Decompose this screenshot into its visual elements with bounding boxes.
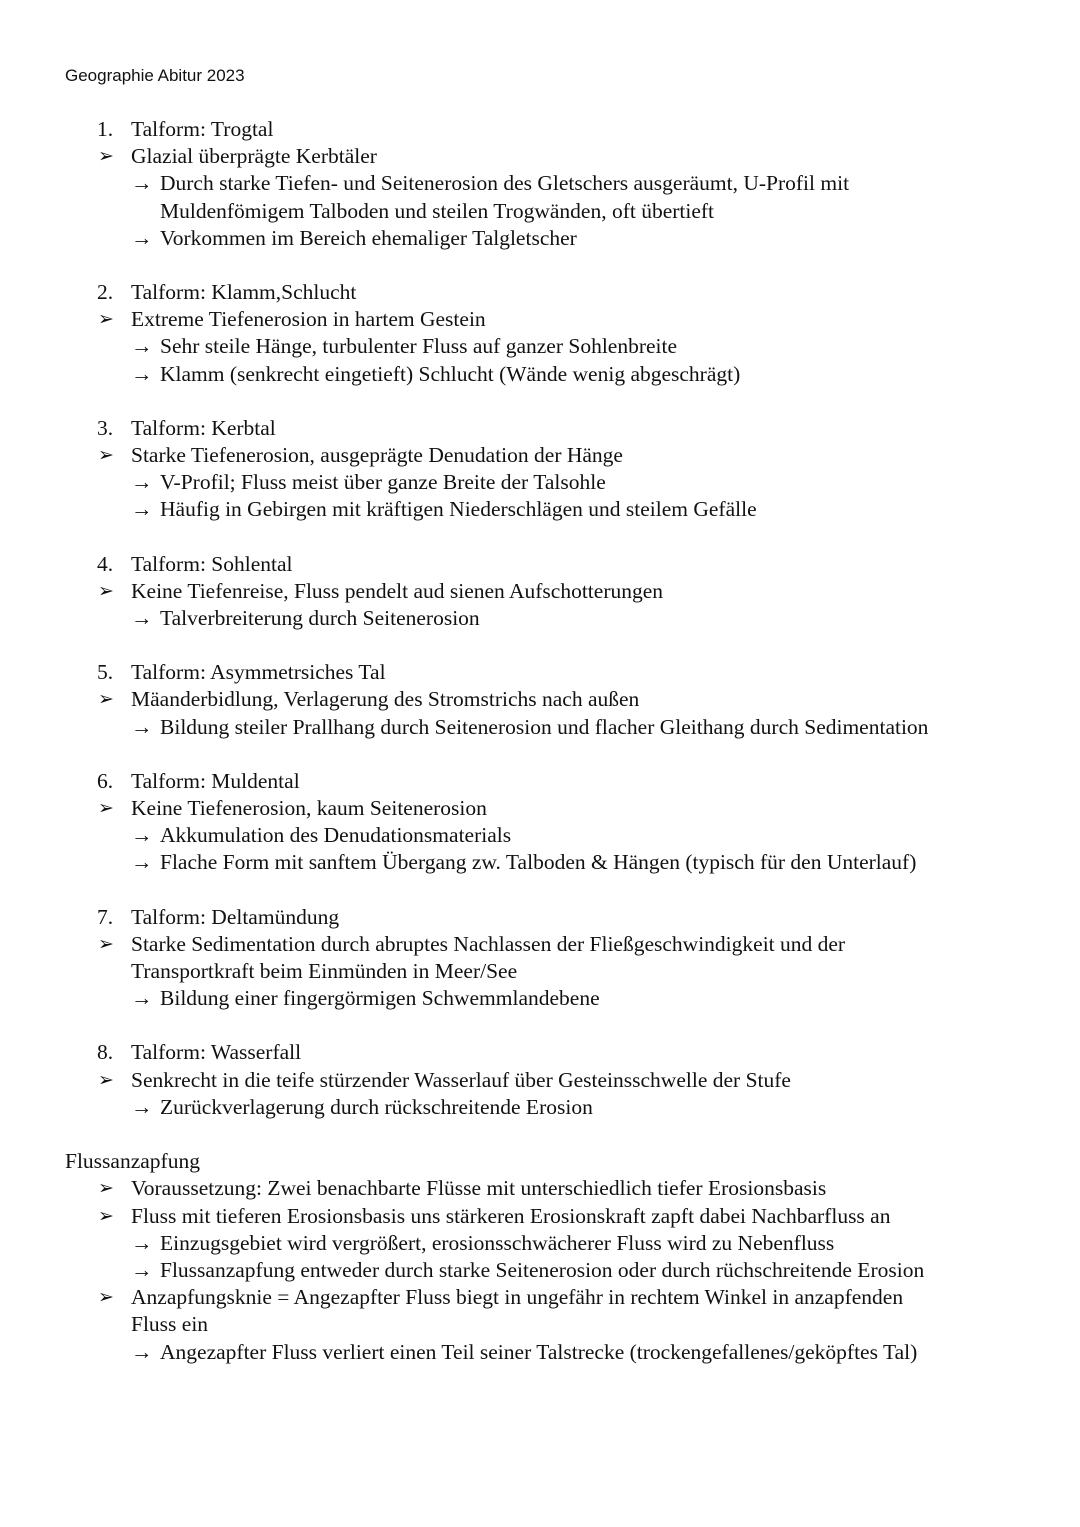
arrow-line	[65, 822, 1055, 849]
right-arrow-icon: →	[131, 1257, 153, 1282]
arrow-line	[65, 496, 1055, 523]
right-arrow-icon: →	[131, 1339, 153, 1364]
page-header: Geographie Abitur 2023	[65, 66, 245, 85]
bullet-line	[65, 578, 1055, 605]
section-kerbtal	[65, 415, 1055, 524]
bullet-text: Voraussetzung: Zwei benachbarte Flüsse mit unterschiedlich tiefer Erosionsbasis	[131, 1176, 827, 1201]
bullet-arrow-icon: ➢	[98, 1069, 114, 1091]
bullet-text: Fluss mit tieferen Erosionsbasis uns stärkeren Erosionskraft zapft dabei Nachbarfluss an	[131, 1203, 891, 1228]
section-title: Talform: Kerbtal	[131, 415, 276, 440]
bullet-arrow-icon: ➢	[98, 309, 114, 331]
right-arrow-icon: →	[131, 171, 153, 196]
arrow-line	[65, 849, 1055, 876]
bullet-arrow-icon: ➢	[98, 1178, 114, 1200]
arrow-text: Zurückverlagerung durch rückschreitende Erosion	[160, 1094, 593, 1119]
arrow-text: Durch starke Tiefen- und Seitenerosion des Gletschers ausgeräumt, U-Profil mit	[160, 171, 850, 196]
arrow-line	[65, 1094, 1055, 1121]
bullet-text: Fluss ein	[131, 1312, 209, 1337]
bullet-text: Starke Tiefenerosion, ausgeprägte Denudation der Hänge	[131, 443, 623, 468]
section-number: 8.	[97, 1040, 114, 1065]
section-title-line	[65, 659, 1055, 686]
arrow-line	[65, 170, 1055, 197]
right-arrow-icon: →	[131, 986, 153, 1011]
arrow-line	[65, 225, 1055, 252]
section-title: Talform: Asymmetrsiches Tal	[131, 660, 386, 685]
arrow-text: Vorkommen im Bereich ehemaliger Talgletscher	[160, 225, 577, 250]
bullet-line	[65, 1067, 1055, 1094]
arrow-text: Einzugsgebiet wird vergrößert, erosionsschwächerer Fluss wird zu Nebenfluss	[160, 1230, 835, 1255]
bullet-arrow-icon: ➢	[98, 1205, 114, 1227]
arrow-line	[65, 714, 1055, 741]
section-flussanzapfung	[65, 1148, 1055, 1366]
flussanzapfung-title: Flussanzapfung	[65, 1149, 200, 1174]
bullet-line-continuation	[65, 1311, 1055, 1338]
bullet-text: Glazial überprägte Kerbtäler	[131, 144, 377, 169]
right-arrow-icon: →	[131, 1230, 153, 1255]
bullet-line	[65, 795, 1055, 822]
bullet-arrow-icon: ➢	[98, 933, 114, 955]
right-arrow-icon: →	[131, 470, 153, 495]
bullet-line	[65, 306, 1055, 333]
arrow-text: Talverbreiterung durch Seitenerosion	[160, 606, 480, 631]
section-title-line	[65, 116, 1055, 143]
bullet-text: Senkrecht in die teife stürzender Wasserlauf über Gesteinsschwelle der Stufe	[131, 1067, 791, 1092]
section-title-line	[65, 279, 1055, 306]
arrow-line-continuation	[65, 198, 1055, 225]
section-title-line	[65, 768, 1055, 795]
section-number: 1.	[97, 117, 114, 141]
bullet-text: Keine Tiefenerosion, kaum Seitenerosion	[131, 796, 487, 821]
arrow-text: Häufig in Gebirgen mit kräftigen Niederschlägen und steilem Gefälle	[160, 497, 757, 522]
bullet-arrow-icon: ➢	[98, 146, 114, 168]
section-title: Talform: Wasserfall	[131, 1040, 302, 1065]
right-arrow-icon: →	[131, 1094, 153, 1119]
section-klamm-schlucht	[65, 279, 1055, 388]
section-trogtal	[65, 116, 1055, 252]
bullet-line	[65, 931, 1055, 958]
right-arrow-icon: →	[131, 850, 153, 875]
section-number: 3.	[97, 415, 114, 440]
arrow-text: Klamm (senkrecht eingetieft) Schlucht (Wände wenig abgeschrägt)	[160, 361, 741, 386]
section-asymmetrisches-tal	[65, 659, 1055, 741]
arrow-line	[65, 1339, 1055, 1366]
arrow-line	[65, 361, 1055, 388]
section-title: Talform: Deltamündung	[131, 904, 340, 929]
arrow-line	[65, 1230, 1055, 1257]
bullet-arrow-icon: ➢	[98, 798, 114, 820]
section-title: Talform: Muldental	[131, 768, 300, 793]
bullet-line	[65, 1284, 1055, 1311]
arrow-text: Angezapfter Fluss verliert einen Teil seiner Talstrecke (trockengefallenes/geköpftes Tal)	[160, 1339, 918, 1364]
bullet-arrow-icon: ➢	[98, 689, 114, 711]
bullet-arrow-icon: ➢	[98, 1287, 114, 1309]
bullet-line	[65, 686, 1055, 713]
arrow-line	[65, 469, 1055, 496]
bullet-text: Extreme Tiefenerosion in hartem Gestein	[131, 307, 486, 332]
section-sohlental	[65, 551, 1055, 633]
section-title-line	[65, 415, 1055, 442]
section-wasserfall	[65, 1039, 1055, 1121]
right-arrow-icon: →	[131, 714, 153, 739]
bullet-text: Anzapfungsknie = Angezapfter Fluss biegt in ungefähr in rechtem Winkel in anzapfenden	[131, 1285, 904, 1310]
bullet-line	[65, 143, 1055, 170]
bullet-arrow-icon: ➢	[98, 445, 114, 467]
section-muldental	[65, 768, 1055, 877]
document-body	[65, 116, 1055, 1393]
right-arrow-icon: →	[131, 497, 153, 522]
right-arrow-icon: →	[131, 606, 153, 631]
arrow-text: V-Profil; Fluss meist über ganze Breite der Talsohle	[160, 470, 606, 495]
bullet-text: Mäanderbidlung, Verlagerung des Stromstrichs nach außen	[131, 687, 640, 712]
arrow-text: Flache Form mit sanftem Übergang zw. Talboden & Hängen (typisch für den Unterlauf)	[160, 850, 917, 875]
arrow-line	[65, 985, 1055, 1012]
bullet-text: Transportkraft beim Einmünden in Meer/See	[131, 959, 518, 984]
bullet-line	[65, 1175, 1055, 1202]
section-number: 5.	[97, 660, 114, 685]
bullet-line	[65, 1203, 1055, 1230]
section-title: Talform: Klamm,Schlucht	[131, 280, 357, 305]
arrow-text: Sehr steile Hänge, turbulenter Fluss auf ganzer Sohlenbreite	[160, 334, 678, 359]
bullet-text: Starke Sedimentation durch abruptes Nachlassen der Fließgeschwindigkeit und der	[131, 931, 846, 956]
arrow-text: Bildung steiler Prallhang durch Seitenerosion und flacher Gleithang durch Sedimentation	[160, 714, 929, 739]
section-number: 6.	[97, 768, 114, 793]
section-number: 7.	[97, 904, 114, 929]
arrow-text: Muldenfömigem Talboden und steilen Trogwänden, oft übertieft	[160, 198, 715, 223]
right-arrow-icon: →	[131, 823, 153, 848]
arrow-line	[65, 1257, 1055, 1284]
bullet-text: Keine Tiefenreise, Fluss pendelt aud sienen Aufschotterungen	[131, 578, 664, 603]
bullet-line-continuation	[65, 958, 1055, 985]
arrow-line	[65, 605, 1055, 632]
section-title-line	[65, 1039, 1055, 1066]
section-title: Talform: Sohlental	[131, 551, 293, 576]
bullet-arrow-icon: ➢	[98, 580, 114, 602]
section-deltamuendung	[65, 904, 1055, 1013]
right-arrow-icon: →	[131, 334, 153, 359]
bullet-line	[65, 442, 1055, 469]
arrow-line	[65, 333, 1055, 360]
section-number: 2.	[97, 280, 114, 305]
arrow-text: Flussanzapfung entweder durch starke Seitenerosion oder durch rüchschreitende Erosion	[160, 1257, 925, 1282]
section-title: Talform: Trogtal	[131, 117, 274, 141]
section-title-line	[65, 551, 1055, 578]
right-arrow-icon: →	[131, 225, 153, 250]
arrow-text: Akkumulation des Denudationsmaterials	[160, 823, 512, 848]
section-title-line	[65, 904, 1055, 931]
arrow-text: Bildung einer fingergörmigen Schwemmlandebene	[160, 986, 600, 1011]
right-arrow-icon: →	[131, 361, 153, 386]
section-number: 4.	[97, 551, 114, 576]
